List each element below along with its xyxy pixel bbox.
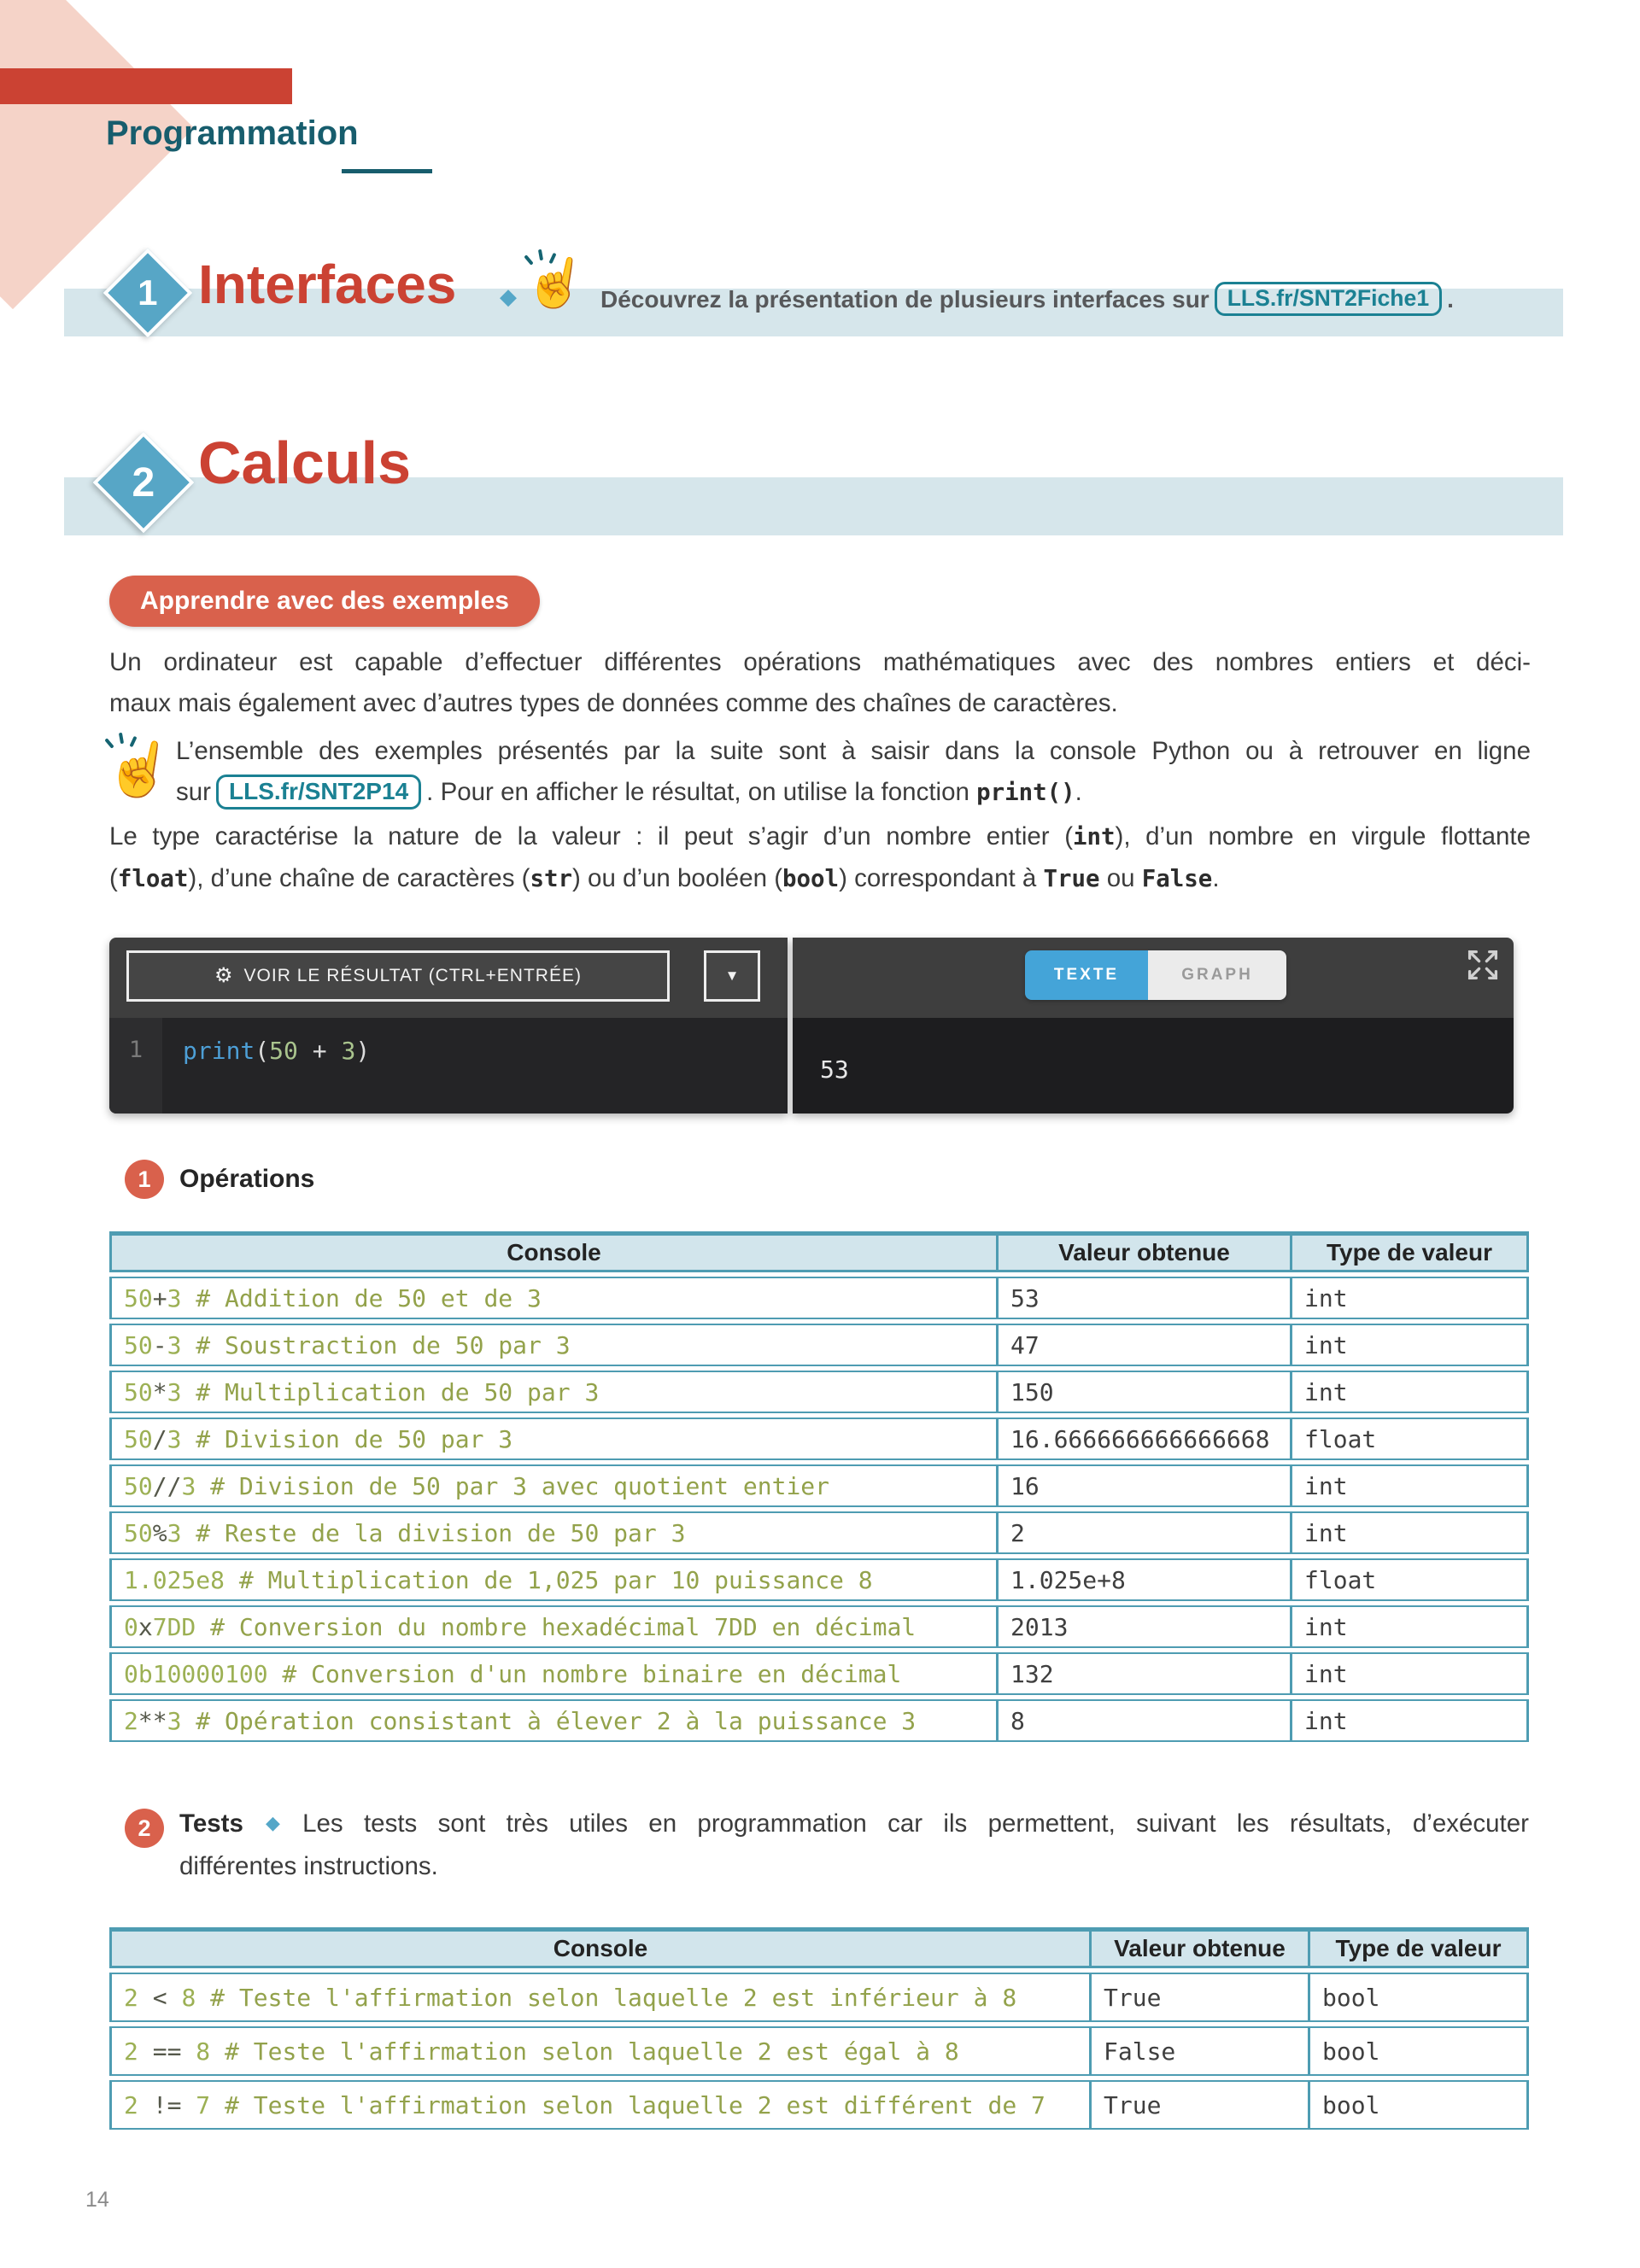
tab-graph[interactable]: GRAPH (1148, 950, 1286, 1000)
tests-table (109, 1923, 1529, 2134)
paragraph-line (179, 1846, 1529, 1887)
subsection-number-1 (125, 1160, 164, 1199)
console-cell (109, 1605, 996, 1648)
text-run: # Conversion du nombre hexadécimal 7DD en décimal (196, 1612, 917, 1641)
run-result-button[interactable] (126, 950, 670, 1002)
paragraph-line (109, 683, 1531, 724)
code-line (183, 1037, 370, 1065)
inline-code: True (1043, 866, 1100, 892)
run-result-label: VOIR LE RÉSULTAT (CTRL+ENTRÉE) (243, 966, 582, 985)
paragraph-line (109, 816, 1531, 858)
table-header-row (109, 1927, 1529, 1968)
value-cell: 16 (996, 1464, 1290, 1507)
table-row (109, 1418, 1529, 1460)
type-cell: int (1290, 1511, 1529, 1554)
text-run: ) correspondant à (839, 864, 1044, 892)
text-run: 1.025e8 (124, 1565, 226, 1594)
table-row (109, 1973, 1529, 2022)
text-run: Découvrez la présentation de plusieurs interfaces sur (600, 286, 1210, 313)
text-run: # Multiplication de 50 par 3 (181, 1377, 600, 1406)
value-cell: 2013 (996, 1605, 1290, 1648)
type-cell: float (1290, 1558, 1529, 1601)
table-row (109, 1277, 1529, 1319)
type-cell: float (1290, 1418, 1529, 1460)
table-row (109, 1605, 1529, 1648)
text-run: // (152, 1471, 182, 1500)
text-run: 3 (167, 1706, 182, 1735)
text-run: 50 (124, 1471, 153, 1500)
line-number-gutter (109, 1018, 162, 1114)
header-type: Type de valeur (1308, 1927, 1529, 1968)
value-cell: 150 (996, 1371, 1290, 1413)
value-cell: 2 (996, 1511, 1290, 1554)
text-run: == (138, 2037, 196, 2066)
type-cell: int (1290, 1277, 1529, 1319)
text-run: 2 (124, 2037, 138, 2066)
text-run: 50 (124, 1518, 153, 1547)
table-row (109, 2026, 1529, 2076)
text-run: différentes instructions. (179, 1852, 438, 1880)
value-cell: True (1089, 1973, 1308, 2022)
editor-output-pane (793, 938, 1514, 1114)
header-value: Valeur obtenue (1089, 1927, 1308, 1968)
value-cell: 53 (996, 1277, 1290, 1319)
text-run: ) (355, 1037, 371, 1065)
operations-table (109, 1227, 1529, 1746)
text-run: # Teste l'affirmation selon laquelle 2 est inférieur à 8 (196, 1983, 1017, 2012)
text-run: sur (176, 778, 211, 806)
console-cell (109, 1558, 996, 1601)
tab-texte[interactable]: TEXTE (1025, 950, 1148, 1000)
text-run: 3 (167, 1424, 182, 1453)
text-run: 3 (167, 1518, 182, 1547)
text-run: 3 (167, 1330, 182, 1359)
header-console: Console (109, 1927, 1089, 1968)
console-output-area (793, 1018, 1514, 1114)
text-run: 50 (269, 1037, 298, 1065)
page-number: 14 (85, 2188, 109, 2212)
link-badge[interactable]: LLS.fr/SNT2Fiche1 (1215, 282, 1442, 316)
text-run: . (1447, 286, 1454, 313)
editor-toolbar (109, 938, 788, 1018)
line-number: 1 (128, 1037, 144, 1063)
output-mode-toggle (1025, 950, 1286, 1000)
text-run: # Opération consistant à élever 2 à la puissance 3 (181, 1706, 917, 1735)
value-cell: 47 (996, 1324, 1290, 1366)
console-cell (109, 2026, 1089, 2076)
section-number-1: 1 (138, 272, 158, 313)
section-title-calculs: Calculs (198, 430, 411, 496)
text-run: Tests (179, 1809, 243, 1838)
text-run: 3 (167, 1283, 182, 1312)
corner-diamond-decoration (0, 0, 194, 309)
inline-code: int (1073, 824, 1116, 850)
text-run: . (1212, 864, 1220, 892)
value-cell: 8 (996, 1699, 1290, 1742)
text-run: # Conversion d'un nombre binaire en décimal (267, 1659, 902, 1688)
text-run: ), d’un nombre en virgule flottante (1115, 822, 1531, 850)
type-cell: int (1290, 1371, 1529, 1413)
paragraph-line (109, 858, 1531, 900)
text-run: 8 (181, 1983, 196, 2012)
pointing-hand-icon: ☝ (101, 732, 179, 805)
type-cell: int (1290, 1699, 1529, 1742)
text-run: - (152, 1330, 167, 1359)
text-run: ( (255, 1037, 270, 1065)
text-run: . (1075, 778, 1082, 806)
text-run: ( (109, 864, 118, 892)
subsection-number-2 (125, 1809, 164, 1848)
text-run: != (138, 2090, 196, 2119)
subsection-title-operations: Opérations (179, 1165, 315, 1193)
click-hand-icon (101, 732, 179, 805)
section-title-interfaces: Interfaces (198, 254, 457, 315)
pointing-hand-icon: ☝ (520, 249, 592, 315)
console-cell (109, 2080, 1089, 2130)
expand-fullscreen-icon[interactable] (1464, 946, 1502, 984)
intro-paragraph (109, 642, 1531, 724)
table-row (109, 1699, 1529, 1742)
link-badge[interactable]: LLS.fr/SNT2P14 (216, 775, 421, 810)
inline-code: str (530, 866, 573, 892)
text-run: 3 (167, 1377, 182, 1406)
subsection-number-label: 2 (138, 1815, 151, 1841)
diamond-bullet-icon: ◆ (251, 1812, 295, 1833)
diamond-bullet-icon: ◆ (500, 284, 517, 309)
text-run: 2 (124, 1983, 138, 2012)
console-cell (109, 1511, 996, 1554)
console-cell (109, 1652, 996, 1695)
text-run: 50 (124, 1283, 153, 1312)
text-run: 3 (181, 1471, 196, 1500)
types-paragraph (109, 816, 1531, 900)
text-run: # Multiplication de 1,025 par 10 puissance 8 (225, 1565, 873, 1594)
inline-code: False (1141, 866, 1213, 892)
table-row (109, 1558, 1529, 1601)
text-run: / (152, 1424, 167, 1453)
console-cell (109, 1418, 996, 1460)
text-run: # Reste de la division de 50 par 3 (181, 1518, 686, 1547)
text-run: 3 (341, 1037, 356, 1065)
value-cell: 16.666666666666668 (996, 1418, 1290, 1460)
text-run: < (138, 1983, 182, 2012)
paragraph-line (176, 731, 1531, 772)
console-cell (109, 1464, 996, 1507)
red-bar-decoration (0, 68, 292, 104)
text-run: 0b10000100 (124, 1659, 268, 1688)
text-run: Les tests sont très utiles en programmation car ils permettent, suivant les résultats, d’exécuter (302, 1809, 1529, 1838)
type-cell: bool (1308, 2080, 1529, 2130)
console-cell (109, 1371, 996, 1413)
value-cell: 1.025e+8 (996, 1558, 1290, 1601)
chevron-down-icon: ▼ (724, 967, 740, 984)
type-cell: int (1290, 1464, 1529, 1507)
type-cell: bool (1308, 1973, 1529, 2022)
text-run: Le type caractérise la nature de la valeur : il peut s’agir d’un nombre entier ( (109, 822, 1074, 850)
text-run: # Teste l'affirmation selon laquelle 2 est égal à 8 (210, 2037, 959, 2066)
text-run: + (152, 1283, 167, 1312)
console-output-value: 53 (820, 1055, 849, 1084)
run-options-dropdown[interactable] (704, 950, 760, 1002)
inline-code: bool (782, 866, 840, 892)
python-editor-panel (109, 938, 1514, 1114)
table-row (109, 2080, 1529, 2130)
type-cell: int (1290, 1324, 1529, 1366)
text-run: print (183, 1037, 255, 1065)
table-row (109, 1511, 1529, 1554)
inline-code: print() (976, 780, 1075, 806)
click-hand-icon (520, 249, 592, 315)
text-run: x (138, 1612, 153, 1641)
chapter-kicker: Programmation (106, 114, 359, 152)
interfaces-note (600, 275, 1454, 324)
text-run: 2 (124, 1706, 138, 1735)
text-run: . Pour en afficher le résultat, on utilise la fonction (426, 778, 977, 806)
gear-icon: ⚙ (214, 964, 234, 987)
text-run: 8 (196, 2037, 211, 2066)
text-run: # Division de 50 par 3 avec quotient entier (196, 1471, 830, 1500)
text-run: # Division de 50 par 3 (181, 1424, 513, 1453)
text-run: 0 (124, 1612, 138, 1641)
learn-with-examples-badge: Apprendre avec des exemples (109, 576, 540, 627)
text-run: 50 (124, 1424, 153, 1453)
console-cell (109, 1324, 996, 1366)
text-run: 2 (124, 2090, 138, 2119)
text-run: + (297, 1037, 342, 1065)
header-value: Valeur obtenue (996, 1231, 1290, 1272)
console-cell (109, 1973, 1089, 2022)
console-note-paragraph (176, 731, 1531, 814)
text-run: Un ordinateur est capable d’effectuer différentes opérations mathématiques avec des nombres entiers et déci- (109, 648, 1531, 676)
console-cell (109, 1699, 996, 1742)
subsection-number-label: 1 (138, 1166, 151, 1192)
console-cell (109, 1277, 996, 1319)
type-cell: int (1290, 1605, 1529, 1648)
table-row (109, 1652, 1529, 1695)
text-run: 50 (124, 1330, 153, 1359)
text-run: # Teste l'affirmation selon laquelle 2 est différent de 7 (210, 2090, 1046, 2119)
header-console: Console (109, 1231, 996, 1272)
editor-code-pane (109, 938, 788, 1114)
paragraph-line (176, 772, 1531, 814)
text-run: ), d’une chaîne de caractères ( (188, 864, 530, 892)
paragraph-line (179, 1803, 1529, 1846)
text-run: L’ensemble des exemples présentés par la suite sont à saisir dans la console Python ou à retrouver en ligne (176, 737, 1531, 765)
table-row (109, 1324, 1529, 1366)
header-type: Type de valeur (1290, 1231, 1529, 1272)
text-run: 7 (196, 2090, 211, 2119)
text-run: 50 (124, 1377, 153, 1406)
value-cell: True (1089, 2080, 1308, 2130)
inline-code: float (117, 866, 189, 892)
text-run: * (152, 1377, 167, 1406)
text-run: ou (1099, 864, 1142, 892)
type-cell: int (1290, 1652, 1529, 1695)
text-run: ** (138, 1706, 167, 1735)
text-run: maux mais également avec d’autres types de données comme des chaînes de caractères. (109, 689, 1118, 717)
tests-intro-paragraph (179, 1803, 1529, 1887)
table-row (109, 1371, 1529, 1413)
paragraph-line (109, 642, 1531, 683)
section-number-2: 2 (132, 459, 155, 506)
value-cell: 132 (996, 1652, 1290, 1695)
code-editor-area[interactable] (109, 1018, 788, 1114)
table-header-row (109, 1231, 1529, 1272)
table-row (109, 1464, 1529, 1507)
text-run: % (152, 1518, 167, 1547)
output-toolbar (793, 938, 1514, 1018)
text-run: ) ou d’un booléen ( (572, 864, 783, 892)
kicker-underline (342, 169, 432, 173)
text-run: 7DD (152, 1612, 196, 1641)
text-run: # Soustraction de 50 par 3 (181, 1330, 571, 1359)
type-cell: bool (1308, 2026, 1529, 2076)
text-run: # Addition de 50 et de 3 (181, 1283, 542, 1312)
value-cell: False (1089, 2026, 1308, 2076)
